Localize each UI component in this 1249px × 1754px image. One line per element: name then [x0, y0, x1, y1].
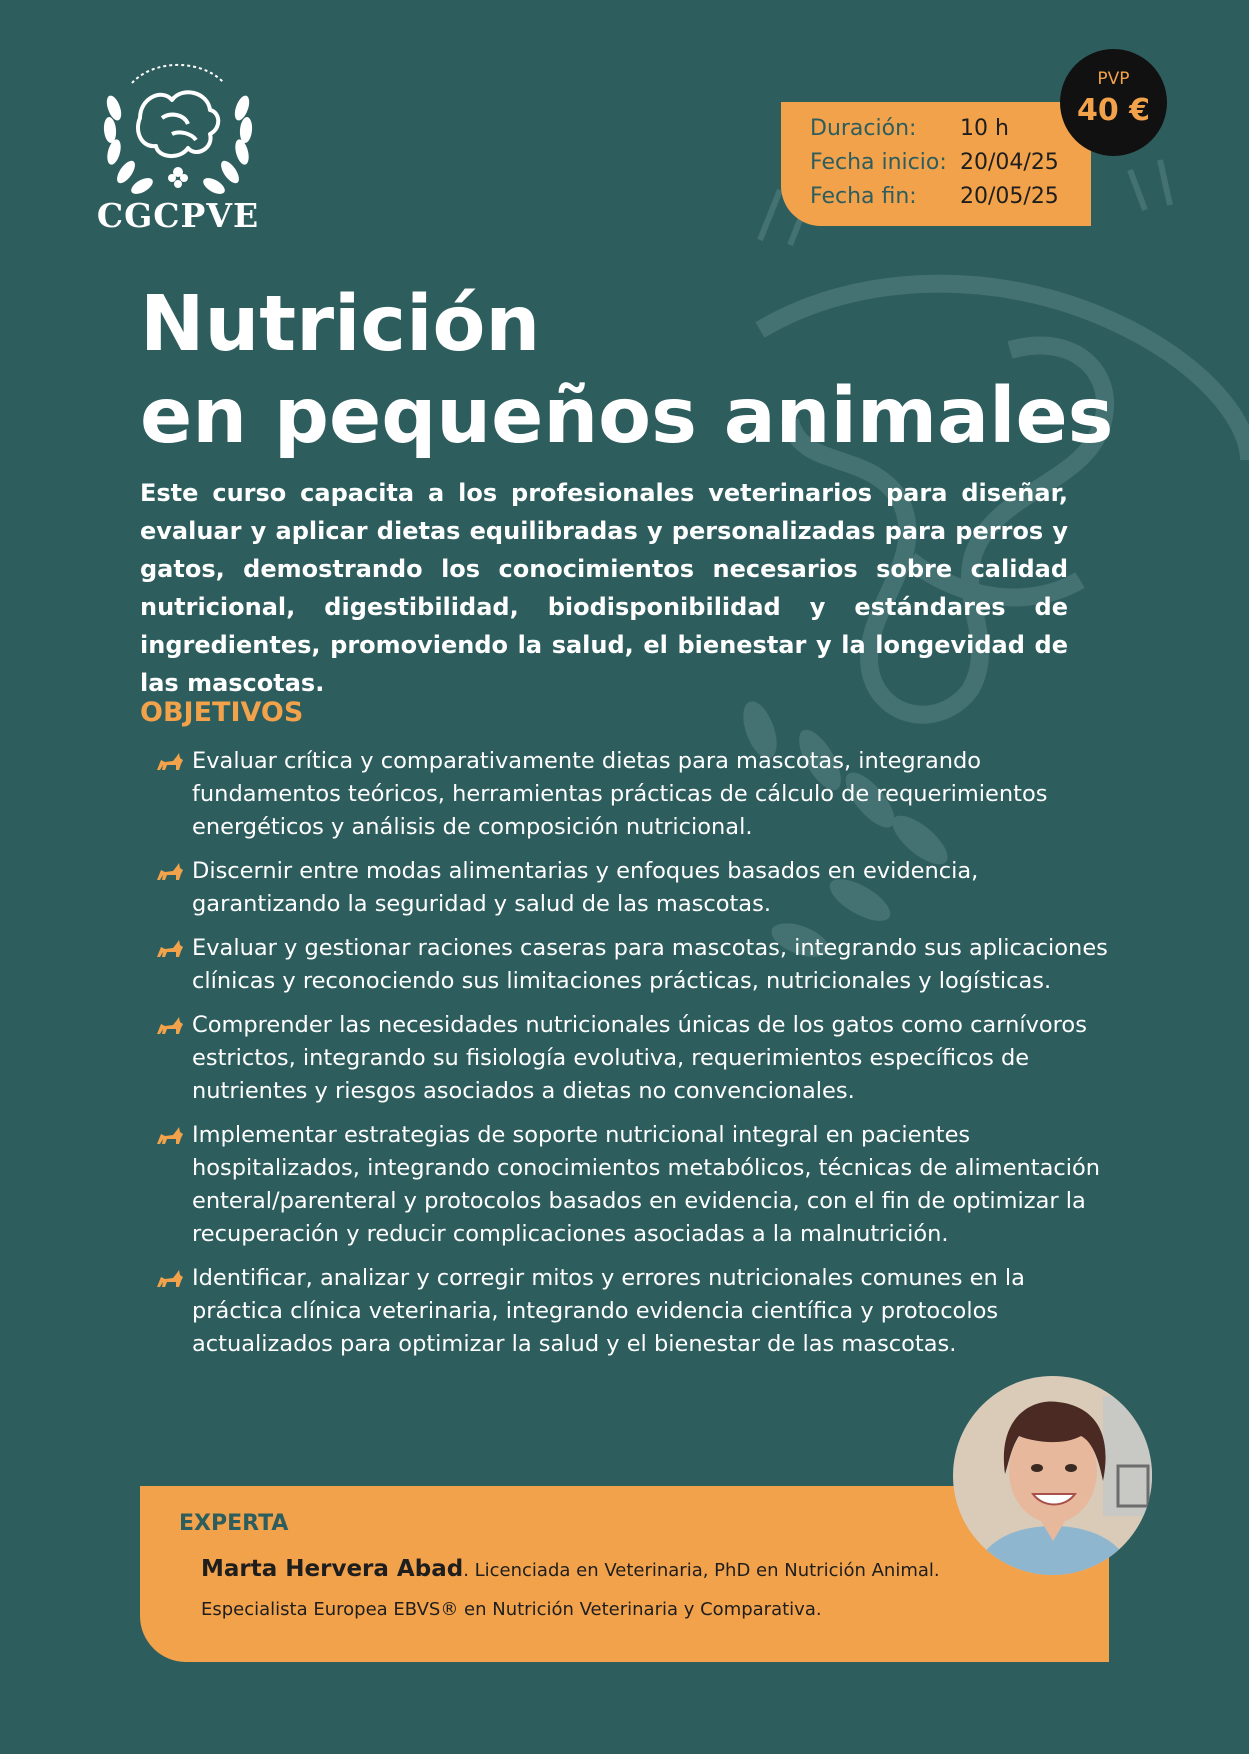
- objective-item: [155, 1119, 1115, 1251]
- objective-text: Comprender las necesidades nutricionales únicas de los gatos como carnívoros estrictos, integrando su fisiología evolutiva, requerimientos específicos de nutrientes y riesgos asociados a dietas no convencionales.: [192, 1012, 1087, 1104]
- cat-bullet-icon: [155, 750, 185, 774]
- title-line-1: Nutrición: [140, 280, 541, 369]
- expert-specialty: Especialista Europea EBVS® en Nutrición Veterinaria y Comparativa.: [201, 1599, 822, 1620]
- cgcpve-logo: [92, 48, 264, 235]
- cat-bullet-icon: [155, 1267, 185, 1291]
- cat-bullet-icon: [155, 1124, 185, 1148]
- end-date-value: 20/05/25: [960, 184, 1059, 209]
- objective-text: Evaluar crítica y comparativamente dietas para mascotas, integrando fundamentos teóricos, herramientas prácticas de cálculo de requerimientos energéticos y análisis de composición nutricional.: [192, 748, 1048, 840]
- page-title: [140, 279, 1140, 463]
- expert-credentials: . Licenciada en Veterinaria, PhD en Nutrición Animal.: [463, 1560, 940, 1581]
- expert-photo: [953, 1376, 1152, 1575]
- cat-bullet-icon: [155, 937, 185, 961]
- objective-item: [155, 1262, 1115, 1361]
- start-date-label: Fecha inicio:: [810, 150, 947, 175]
- objective-text: Evaluar y gestionar raciones caseras para mascotas, integrando sus aplicaciones clínicas y reconociendo sus limitaciones prácticas, nutricionales y logísticas.: [192, 935, 1108, 994]
- cat-bullet-icon: [155, 1014, 185, 1038]
- start-date-value: 20/04/25: [960, 150, 1059, 175]
- price-value: 40 €: [1076, 93, 1151, 128]
- price-badge: [1060, 49, 1167, 156]
- expert-line-1: [201, 1556, 940, 1582]
- objective-item: [155, 1009, 1115, 1108]
- objectives-list: [155, 745, 1115, 1372]
- portrait-image: [953, 1376, 1152, 1575]
- objective-item: [155, 745, 1115, 844]
- objectives-heading: OBJETIVOS: [140, 697, 304, 728]
- end-date-label: Fecha fin:: [810, 184, 917, 209]
- price-label: PVP: [1097, 69, 1130, 89]
- course-info-box: [781, 102, 1091, 226]
- cat-bullet-icon: [155, 860, 185, 884]
- duration-value: 10 h: [960, 116, 1009, 141]
- duration-label: Duración:: [810, 116, 917, 141]
- objective-item: [155, 855, 1115, 921]
- objective-text: Discernir entre modas alimentarias y enfoques basados en evidencia, garantizando la seguridad y salud de las mascotas.: [192, 858, 979, 917]
- course-description: Este curso capacita a los profesionales veterinarios para diseñar, evaluar y aplicar dietas equilibradas y personalizadas para perros y gatos, demostrando los conocimientos necesarios sobre calidad nutricional, digestibilidad, biodisponibilidad y estándares de ingredientes, promoviendo la salud, el bienestar y la longevidad de las mascotas.: [140, 479, 1068, 697]
- objective-text: Implementar estrategias de soporte nutricional integral en pacientes hospitalizados, integrando conocimientos metabólicos, técnicas de alimentación enteral/parenteral y protocolos basados en evidencia, con el fin de optimizar la recuperación y reducir complicaciones asociadas a la malnutrición.: [192, 1122, 1101, 1247]
- title-line-2: en pequeños animales: [140, 372, 1114, 461]
- objective-text: Identificar, analizar y corregir mitos y errores nutricionales comunes en la práctica clínica veterinaria, integrando evidencia científica y protocolos actualizados para optimizar la salud y el bienestar de las mascotas.: [192, 1265, 1025, 1357]
- laurel-emblem-icon: [92, 48, 264, 198]
- objective-item: [155, 932, 1115, 998]
- expert-heading: EXPERTA: [179, 1511, 289, 1536]
- expert-name: Marta Hervera Abad: [201, 1556, 464, 1582]
- logo-acronym: CGCPVE: [96, 196, 260, 235]
